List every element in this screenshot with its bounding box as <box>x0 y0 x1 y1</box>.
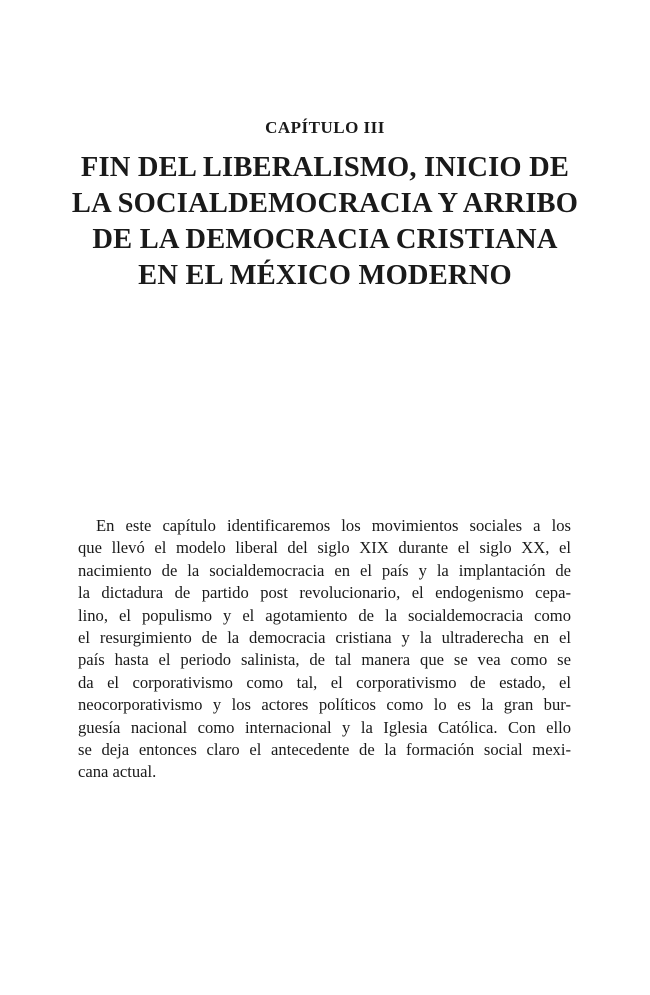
paragraph-line: lino, el populismo y el agotamiento de la socialdemocracia como <box>78 605 571 625</box>
chapter-title-line: EN EL MÉXICO MODERNO <box>138 260 512 291</box>
paragraph-line: se deja entonces claro el antecedente de la formación social mexi- <box>78 740 571 760</box>
paragraph-line: neocorporativismo y los actores políticos como lo es la gran bur- <box>78 695 571 715</box>
chapter-title-line: DE LA DEMOCRACIA CRISTIANA <box>92 224 558 255</box>
chapter-label: CAPÍTULO III <box>265 118 385 137</box>
paragraph-line: que llevó el modelo liberal del siglo XIX durante el siglo XX, el <box>78 538 571 558</box>
body-paragraph <box>78 515 571 784</box>
paragraph-line: la dictadura de partido post revolucionario, el endogenismo cepa- <box>78 583 571 603</box>
paragraph-line: En este capítulo identificaremos los movimientos sociales a los <box>96 516 571 535</box>
chapter-title-line: FIN DEL LIBERALISMO, INICIO DE <box>80 152 570 183</box>
paragraph-line: nacimiento de la socialdemocracia en el país y la implantación de <box>78 560 571 580</box>
paragraph-line: da el corporativismo como tal, el corporativismo de estado, el <box>78 672 571 692</box>
paragraph-line: guesía nacional como internacional y la Iglesia Católica. Con ello <box>78 717 571 737</box>
chapter-title-line: LA SOCIALDEMOCRACIA Y ARRIBO <box>71 188 579 219</box>
paragraph-line: el resurgimiento de la democracia cristiana y la ultraderecha en el <box>78 628 571 648</box>
paragraph-line: país hasta el periodo salinista, de tal manera que se vea como se <box>78 650 571 670</box>
chapter-title <box>70 150 580 294</box>
paragraph-line: cana actual. <box>78 762 157 782</box>
